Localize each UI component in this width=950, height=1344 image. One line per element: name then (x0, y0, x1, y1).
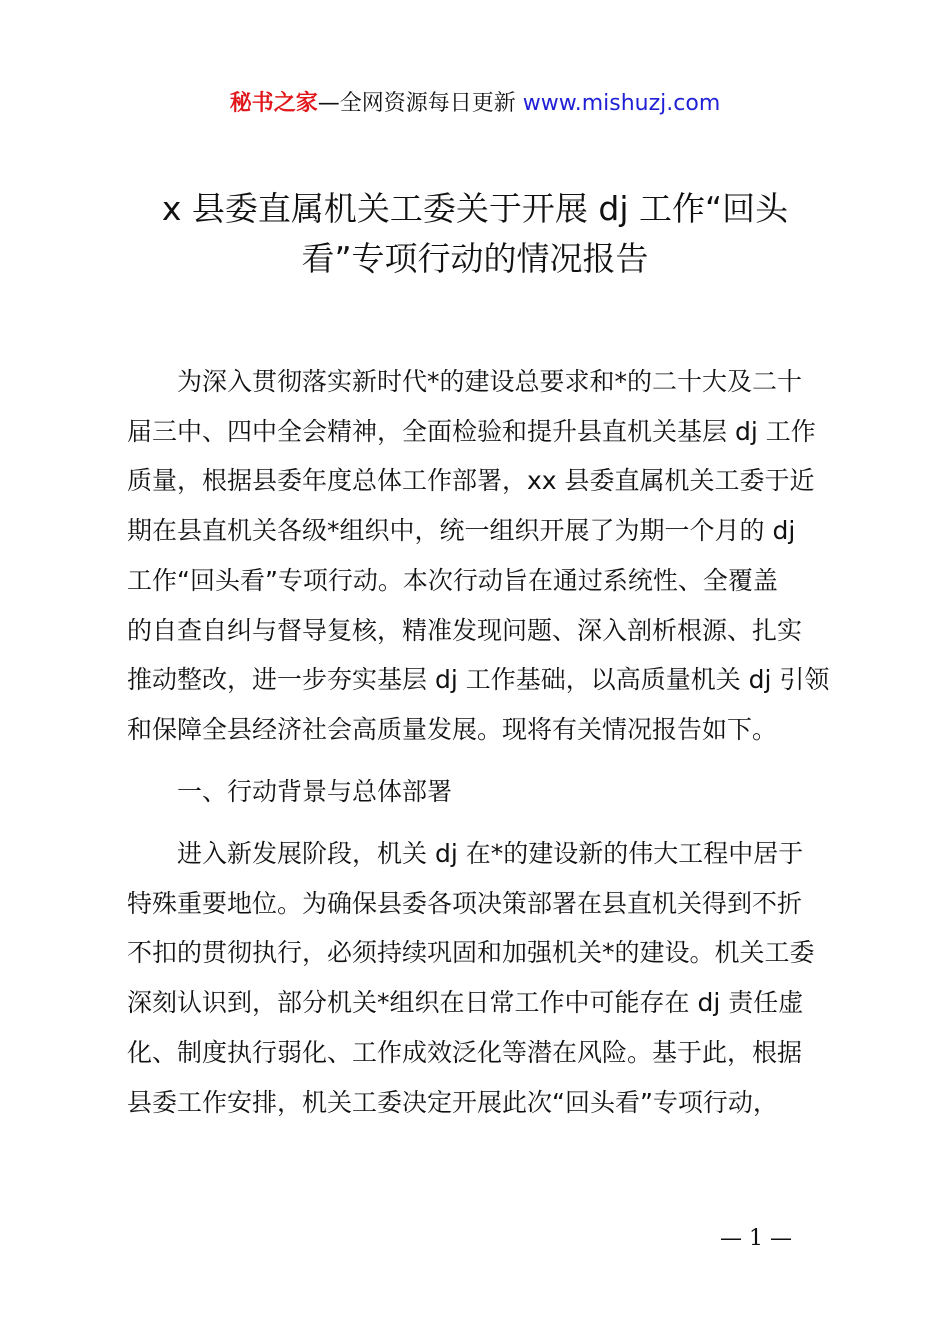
paragraph-line: 工作“回头看”专项行动。本次行动旨在通过系统性、全覆盖 (127, 565, 778, 595)
section-heading-text: 一、行动背景与总体部署 (177, 777, 453, 806)
page-header (0, 88, 950, 120)
paragraph-line: 和保障全县经济社会高质量发展。现将有关情况报告如下。 (127, 714, 778, 744)
section-heading (127, 767, 833, 817)
paragraph-line: 届三中、四中全会精神，全面检验和提升县直机关基层 dj 工作 (127, 416, 816, 446)
page-number: — 1 — (720, 1226, 792, 1251)
paragraph-intro (127, 357, 833, 755)
paragraph-line: 特殊重要地位。为确保县委各项决策部署在县直机关得到不折 (127, 888, 803, 918)
paragraph-line: 不扣的贯彻执行，必须持续巩固和加强机关*的建设。机关工委 (127, 938, 815, 968)
paragraph-line: 深刻认识到，部分机关*组织在日常工作中可能存在 dj 责任虚 (127, 988, 804, 1018)
header-tagline: —全网资源每日更新 (317, 91, 516, 116)
paragraph-line: 的自查自纠与督导复核，精准发现问题、深入剖析根源、扎实 (127, 615, 803, 645)
title-line: 看”专项行动的情况报告 (301, 239, 649, 278)
paragraph-line: 县委工作安排，机关工委决定开展此次“回头看”专项行动， (127, 1087, 778, 1117)
paragraph-line: 进入新发展阶段，机关 dj 在*的建设新的伟大工程中居于 (177, 839, 804, 868)
title-line: x 县委直属机关工委关于开展 dj 工作“回头 (161, 189, 789, 228)
paragraph-line: 化、制度执行弱化、工作成效泛化等潜在风险。基于此，根据 (127, 1037, 803, 1067)
website-url[interactable]: www.mishuzj.com (522, 91, 721, 116)
paragraph-background (127, 829, 833, 1127)
paragraph-line: 为深入贯彻落实新时代*的建设总要求和*的二十大及二十 (177, 367, 803, 396)
document-title (100, 184, 850, 284)
paragraph-line: 推动整改，进一步夯实基层 dj 工作基础，以高质量机关 dj 引领 (127, 665, 830, 695)
paragraph-line: 质量，根据县委年度总体工作部署，xx 县委直属机关工委于近 (127, 466, 815, 496)
brand-name: 秘书之家 (229, 91, 318, 116)
paragraph-line: 期在县直机关各级*组织中，统一组织开展了为期一个月的 dj (127, 516, 796, 546)
